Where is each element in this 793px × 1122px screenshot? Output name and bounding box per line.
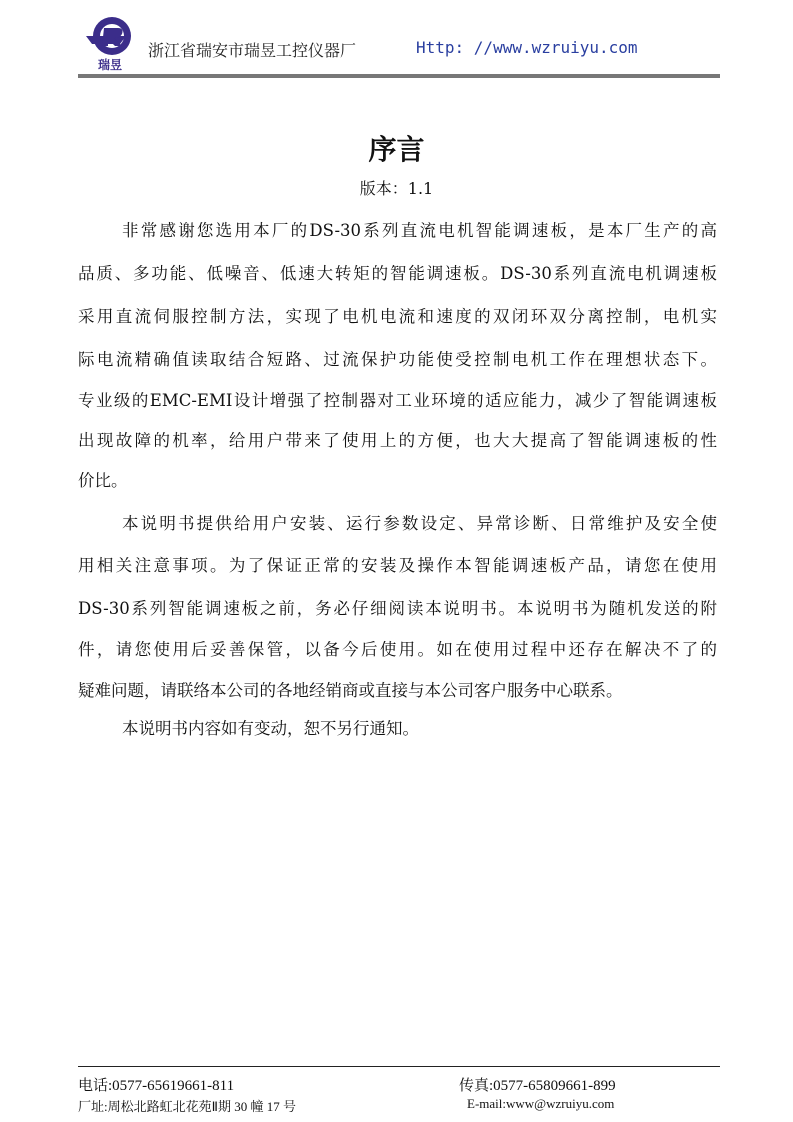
svg-text:瑞昱: 瑞昱 (97, 58, 123, 72)
paragraph-line: 专业级的EMC-EMI设计增强了控制器对工业环境的适应能力，减少了智能调速板 (78, 391, 717, 410)
paragraph-line: 出现故障的机率，给用户带来了使用上的方便，也大大提高了智能调速板的性 (78, 431, 717, 450)
paragraph-line: DS-30系列智能调速板之前，务必仔细阅读本说明书。本说明书为随机发送的附 (78, 599, 717, 618)
header-divider (78, 74, 720, 78)
version-label: 版本：1.1 (359, 179, 434, 198)
paragraph-line: 件，请您使用后妥善保管，以备今后使用。如在使用过程中还存在解决不了的 (78, 640, 717, 659)
paragraph-line: 非常感谢您选用本厂的DS-30系列直流电机智能调速板，是本厂生产的高 (122, 221, 717, 240)
paragraph-line: 本说明书内容如有变动，恕不另行通知。 (122, 719, 419, 738)
paragraph-line: 用相关注意事项。为了保证正常的安装及操作本智能调速板产品，请您在使用 (78, 556, 717, 575)
footer-email: E-mail:www@wzruiyu.com (467, 1096, 615, 1111)
paragraph-line: 疑难问题，请联络本公司的各地经销商或直接与本公司客户服务中心联系。 (78, 681, 623, 700)
header-company-name: 浙江省瑞安市瑞昱工控仪器厂 (148, 41, 357, 60)
footer-phone: 电话:0577-65619661-811 (78, 1078, 235, 1094)
company-logo (80, 14, 140, 72)
header-website: Http: //www.wzruiyu.com (416, 38, 638, 57)
paragraph-line: 采用直流伺服控制方法，实现了电机电流和速度的双闭环双分离控制，电机实 (78, 307, 717, 326)
paragraph-line: 际电流精确值读取结合短路、过流保护功能使受控制电机工作在理想状态下。 (78, 350, 717, 369)
paragraph-line: 本说明书提供给用户安装、运行参数设定、异常诊断、日常维护及安全使 (122, 514, 717, 533)
footer-divider (78, 1066, 720, 1067)
page-title: 序言 (368, 133, 425, 166)
footer-fax: 传真:0577-65809661-899 (459, 1078, 616, 1094)
footer-address: 厂址:周松北路虹北花苑Ⅱ期 30 幢 17 号 (78, 1099, 297, 1114)
paragraph-line: 品质、多功能、低噪音、低速大转矩的智能调速板。DS-30系列直流电机调速板 (78, 264, 717, 283)
paragraph-line: 价比。 (78, 471, 128, 490)
